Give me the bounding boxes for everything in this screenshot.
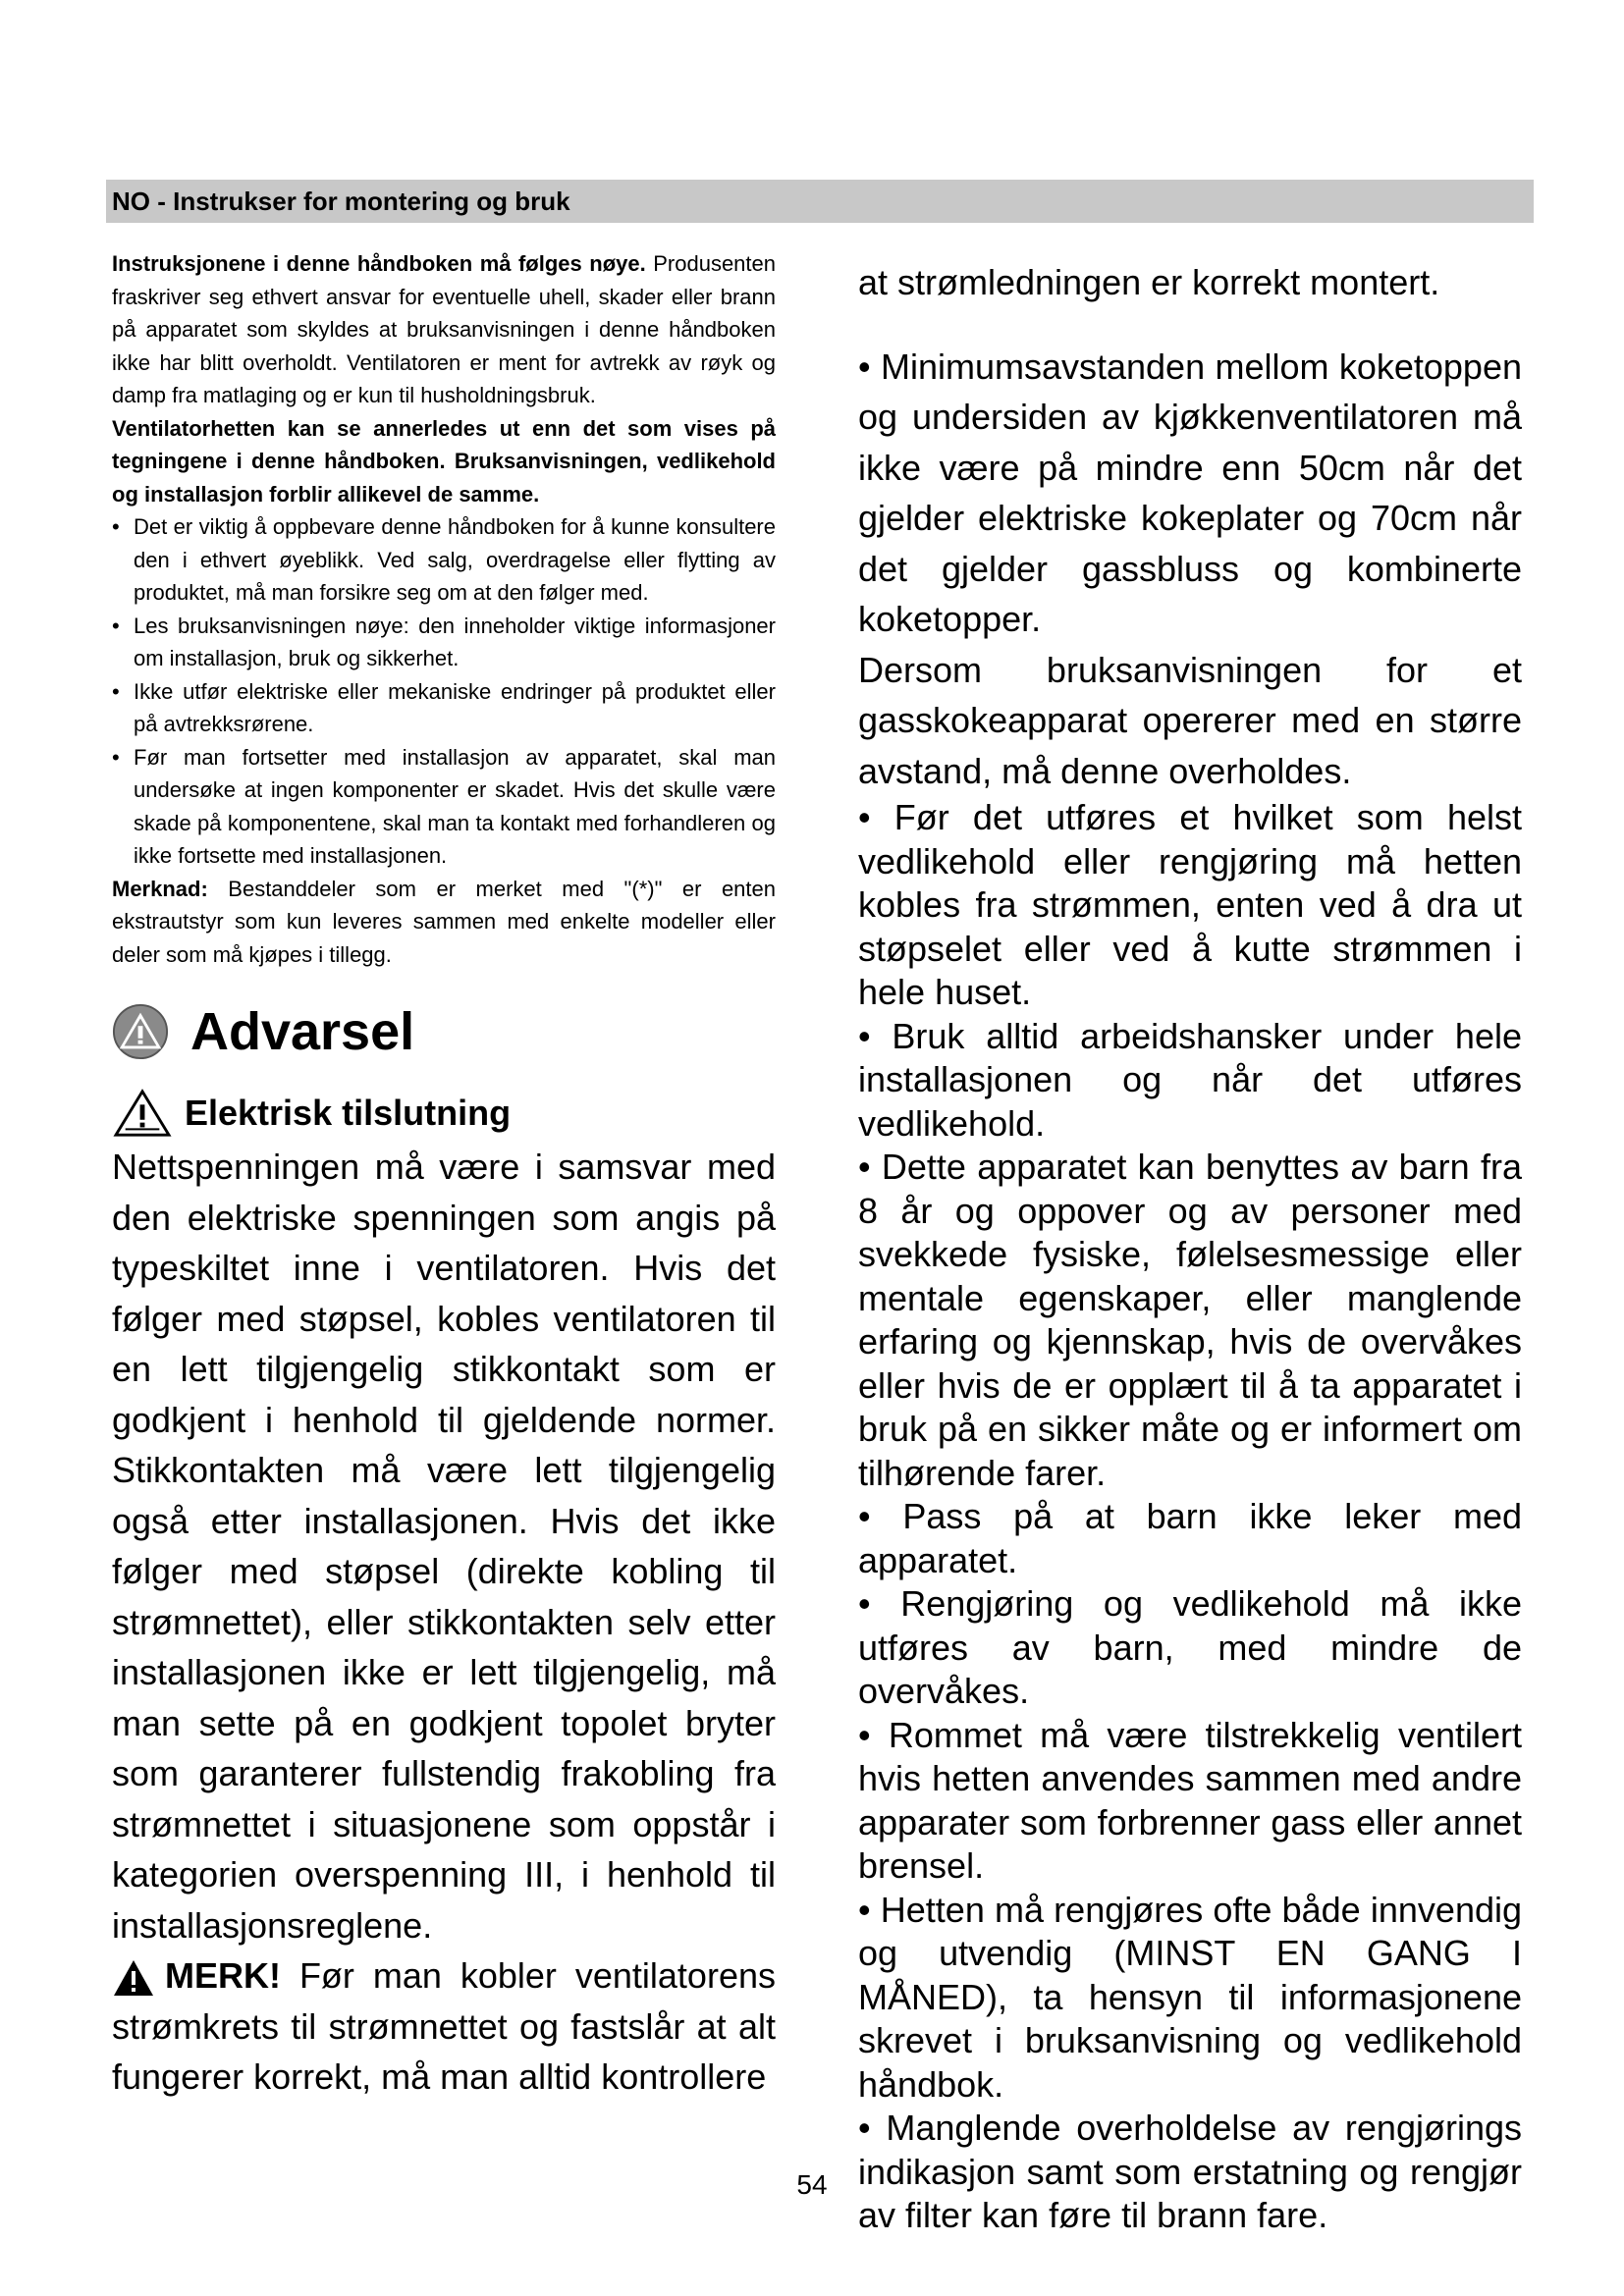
list-item: • Les bruksanvisningen nøye: den inneholder viktige informasjoner om installasjon, bruk og sikkerhet. xyxy=(112,610,776,675)
list-item: • Før man fortsetter med installasjon av apparatet, skal man undersøke at ingen komponenter er skadet. Hvis det skulle være skade på komponentene, skal man ta kontakt med forhandleren og ikke fortsette med installasjonen. xyxy=(112,741,776,873)
paragraph-min-distance: • Minimumsavstanden mellom koketoppen og undersiden av kjøkkenventilatoren må ikke være på mindre enn 50cm når det gjelder elektriske kokeplater og 70cm når det gjelder gassbluss og kombinerte koketopper. xyxy=(858,346,1522,639)
electric-paragraph: Nettspenningen må være i samsvar med den elektriske spenningen som angis på typeskiltet inne i ventilatoren. Hvis det følger med støpsel, kobles ventilatoren til en lett tilgjengelig stikkontakt som er godkjent i henhold til gjeldende normer. Stikkontakten må være lett tilgjengelig også etter installasjonen. Hvis det ikke følger med støpsel (direkte kobling til strømnettet), eller stikkontakten selv etter installasjonen ikke er lett tilgjengelig, må man sette på en godkjent topolet bryter som garanterer fullstendig frakobling fra strømnettet i situasjonene som oppstår i kategorien overspenning III, i henhold til installasjonsreglene. xyxy=(112,1147,776,1946)
electric-title: Elektrisk tilslutning xyxy=(185,1093,512,1133)
merknad-label: Merknad: xyxy=(112,876,208,901)
paragraph-gas-distance: Dersom bruksanvisningen for et gasskokeapparat opererer med en større avstand, må denne overholdes. xyxy=(858,649,1522,791)
section-header xyxy=(106,180,1534,223)
paragraph-children-use: • Dette apparatet kan benyttes av barn fra 8 år og oppover og av personer med svekkede fysiske, følelsesmessige eller mentale egenskaper, eller manglende erfaring og kjennskap, hvis de overvåkes eller hvis de er opplært til å ta apparatet i bruk på en sikker måte og er informert om tilhørende farer. xyxy=(858,1147,1522,1493)
notice-paragraph xyxy=(112,412,776,511)
warning-triangle-outline-icon xyxy=(112,1088,173,1139)
merk-text: Før man kobler ventilatorens strømkrets til strømnettet og fastslår at alt fungerer korrekt, må man alltid kontrollere xyxy=(112,1955,776,2097)
paragraph-gloves: • Bruk alltid arbeidshansker under hele installasjonen og når det utføres vedlikehold. xyxy=(858,1015,1522,1144)
right-column xyxy=(858,257,1522,2238)
advarsel-heading xyxy=(112,992,776,1071)
electric-body xyxy=(112,1142,776,2103)
intro-block xyxy=(112,247,776,971)
section-header-title: NO - Instrukser for montering og bruk xyxy=(112,187,570,216)
bullet-list xyxy=(112,510,776,873)
merknad-paragraph xyxy=(112,873,776,972)
continuation-paragraph: at strømledningen er korrekt montert. xyxy=(858,262,1440,302)
merknad-text: Bestanddeler som er merket med "(*)" er enten ekstrautstyr som kun leveres sammen med enkelte modeller eller deler som må kjøpes i tillegg. xyxy=(112,876,776,967)
paragraph-fire-risk: • Manglende overholdelse av rengjørings indikasjon samt som erstatning og rengjør av filter kan føre til brann fare. xyxy=(858,2108,1522,2235)
list-item: • Ikke utfør elektriske eller mekaniske endringer på produktet eller på avtrekksrørene. xyxy=(112,675,776,741)
paragraph-cleaning-frequency: • Hetten må rengjøres ofte både innvendig og utvendig (MINST EN GANG I MÅNED), ta hensyn til informasjonene skrevet i bruksanvisning og vedlikehold håndbok. xyxy=(858,1889,1522,2105)
electric-heading xyxy=(112,1085,776,1142)
left-column xyxy=(112,247,776,2103)
paragraph-children-cleaning: • Rengjøring og vedlikehold må ikke utføres av barn, med mindre de overvåkes. xyxy=(858,1583,1522,1711)
paragraph-disconnect: • Før det utføres et hvilket som helst vedlikehold eller rengjøring må hetten kobles fra strømmen, enten ved å dra ut støpselet eller ved å kutte strømmen i hele huset. xyxy=(858,797,1522,1012)
advarsel-title: Advarsel xyxy=(190,1002,415,1061)
intro-paragraph xyxy=(112,247,776,412)
paragraph-ventilation: • Rommet må være tilstrekkelig ventilert hvis hetten anvendes sammen med andre apparater som forbrenner gass eller annet brensel. xyxy=(858,1714,1522,1886)
merk-paragraph xyxy=(112,1950,776,2103)
page-number: 54 xyxy=(796,2169,828,2200)
list-item: • Det er viktig å oppbevare denne håndboken for å kunne konsultere den i ethvert øyeblikk. Ved salg, overdragelse eller flytting av produktet, må man forsikre seg om at den følger med. xyxy=(112,510,776,610)
paragraph-children-play: • Pass på at barn ikke leker med apparatet. xyxy=(858,1496,1522,1580)
intro-bold: Instruksjonene i denne håndboken må følges nøye. xyxy=(112,251,646,276)
warning-circle-icon xyxy=(112,1003,169,1060)
notice-bold: Ventilatorhetten kan se annerledes ut enn det som vises på tegningene i denne håndboken. Bruksanvisningen, vedlikehold og installasjon forblir allikevel de samme. xyxy=(112,415,776,507)
warning-triangle-filled-icon xyxy=(112,1958,155,1998)
intro-text: Produsenten fraskriver seg ethvert ansvar for eventuelle uhell, skader eller brann på apparatet som skyldes at bruksanvisningen i denne håndboken ikke har blitt overholdt. Ventilatoren er ment for avtrekk av røyk og damp fra matlaging og er kun til husholdningsbruk. xyxy=(112,251,776,407)
merk-label: MERK! xyxy=(165,1955,281,1996)
